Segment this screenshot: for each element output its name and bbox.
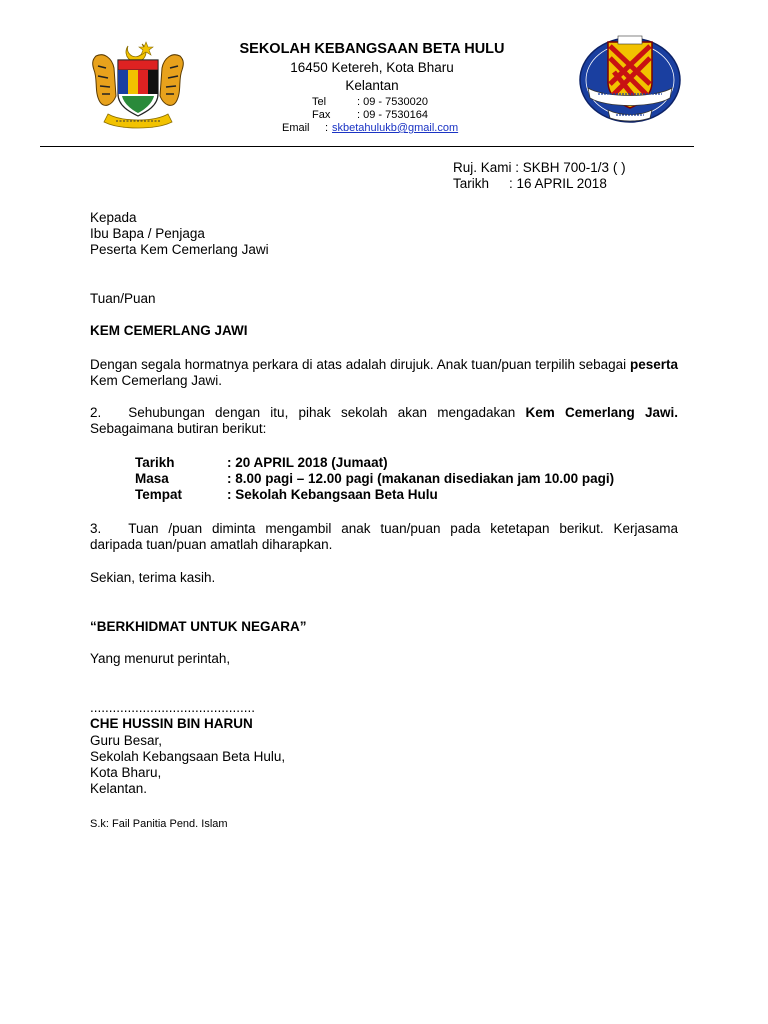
paragraph-2-text: Sehubungan dengan itu, pihak sekolah akan mengadakan [128,405,526,420]
paragraph-3-text: Tuan /puan diminta mengambil anak tuan/puan pada ketetapan berikut. Kerjasama daripada tuan/puan amatlah diharapkan. [90,521,678,552]
detail-value: : 8.00 pagi – 12.00 pagi (makanan disediakan jam 10.00 pagi) [227,471,615,486]
detail-value: : 20 APRIL 2018 (Jumaat) [227,455,388,470]
tel-value: : 09 - 7530020 [357,96,428,108]
signature-line: ............................................ [90,700,256,715]
yours-faithfully: Yang menurut perintah, [90,651,231,666]
paragraph-2-bold: Kem Cemerlang Jawi. [525,405,678,420]
paragraph-2-number: 2. [90,405,102,420]
recipient-line-2: Ibu Bapa / Penjaga [90,226,205,241]
detail-key: Tarikh [135,455,175,470]
closing-line: Sekian, terima kasih. [90,570,216,585]
school-address: 16450 Ketereh, Kota Bharu [290,60,454,75]
detail-row-masa [135,471,695,487]
motto: “BERKHIDMAT UNTUK NEGARA” [90,619,307,634]
fax-label: Fax [312,109,331,121]
reference-date-label: Tarikh [453,176,490,191]
signatory-title: Guru Besar, [90,733,163,748]
paragraph-1-text: Dengan segala hormatnya perkara di atas adalah dirujuk. Anak tuan/puan terpilih sebagai [90,357,630,372]
fax-value: : 09 - 7530164 [357,109,428,121]
salutation: Tuan/Puan [90,291,156,306]
paragraph-3 [90,521,678,553]
school-name: SEKOLAH KEBANGSAAN BETA HULU [239,41,505,57]
reference-date-value: : 16 APRIL 2018 [509,176,607,191]
signatory-state: Kelantan. [90,781,148,796]
paragraph-3-number: 3. [90,521,102,536]
detail-row-tempat [135,487,695,503]
signatory-school: Sekolah Kebangsaan Beta Hulu, [90,749,286,764]
email-label: Email [282,122,310,134]
paragraph-2 [90,405,678,437]
paragraph-1-text-end: Kem Cemerlang Jawi. [90,373,223,388]
school-state: Kelantan [345,78,399,93]
detail-key: Tempat [135,487,183,502]
detail-key: Masa [135,471,169,486]
signatory-city: Kota Bharu, [90,765,162,780]
header-divider [40,146,694,147]
subject-heading: KEM CEMERLANG JAWI [90,323,248,338]
carbon-copy: S.k: Fail Panitia Pend. Islam [90,818,228,830]
recipient-line-1: Kepada [90,210,137,225]
paragraph-1 [90,357,678,389]
paragraph-2-text-end: Sebagaimana butiran berikut: [90,421,267,436]
school-crest-logo [578,32,682,126]
paragraph-1-bold: peserta [629,357,678,372]
details-list [135,455,695,503]
detail-row-tarikh [135,455,695,471]
detail-value: : Sekolah Kebangsaan Beta Hulu [227,487,438,502]
signatory-name: CHE HUSSIN BIN HARUN [90,716,253,731]
reference-number: Ruj. Kami : SKBH 700-1/3 ( ) [453,160,626,175]
email-separator: : [325,122,329,134]
tel-label: Tel [312,96,327,108]
coat-of-arms-logo [86,36,190,132]
email-link[interactable]: skbetahulukb@gmail.com [332,122,459,134]
recipient-line-3: Peserta Kem Cemerlang Jawi [90,242,269,257]
